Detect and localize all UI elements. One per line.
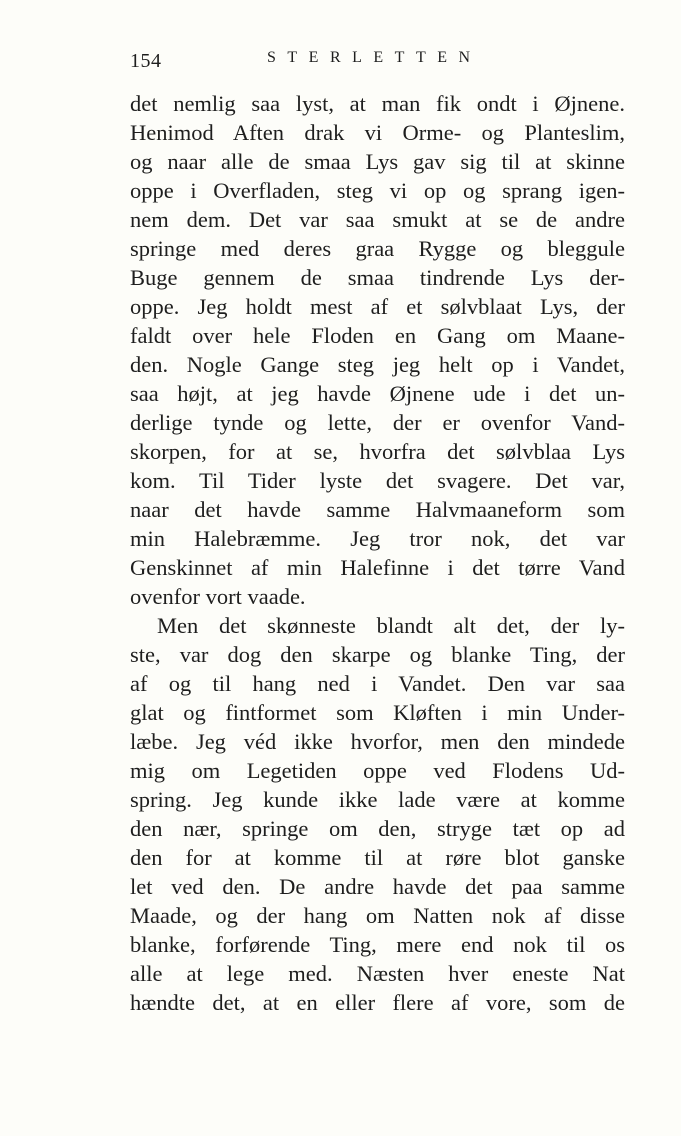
text-line: naar det havde samme Halvmaaneform som	[130, 497, 625, 522]
text-line: nem dem. Det var saa smukt at se de andre	[130, 207, 625, 232]
text-line: Genskinnet af min Halefinne i det tørre Vand	[130, 555, 625, 580]
text-line: det nemlig saa lyst, at man fik ondt i Øjnene.	[130, 91, 625, 116]
text-line: skorpen, for at se, hvorfra det sølvblaa Lys	[130, 439, 625, 464]
text-line: blanke, forførende Ting, mere end nok til os	[130, 932, 625, 957]
text-line: alle at lege med. Næsten hver eneste Nat	[130, 961, 625, 986]
text-line: Henimod Aften drak vi Orme- og Planteslim,	[130, 120, 625, 145]
text-line: kom. Til Tider lyste det svagere. Det var,	[130, 468, 625, 493]
text-line: ste, var dog den skarpe og blanke Ting, der	[130, 642, 625, 667]
page-number: 154	[130, 50, 162, 72]
text-line: spring. Jeg kunde ikke lade være at komme	[130, 787, 625, 812]
running-title: STERLETTEN	[267, 49, 482, 66]
text-line: glat og fintformet som Kløften i min Under-	[130, 700, 625, 725]
text-line: min Halebræmme. Jeg tror nok, det var	[130, 526, 625, 551]
text-line: saa højt, at jeg havde Øjnene ude i det un-	[130, 381, 625, 406]
text-line: Buge gennem de smaa tindrende Lys der-	[130, 265, 625, 290]
text-line: oppe i Overfladen, steg vi op og sprang igen-	[130, 178, 625, 203]
text-line: Maade, og der hang om Natten nok af disse	[130, 903, 625, 928]
paragraph-end-line: ovenfor vort vaade.	[130, 584, 306, 609]
text-line: den for at komme til at røre blot ganske	[130, 845, 625, 870]
text-line: den nær, springe om den, stryge tæt op ad	[130, 816, 625, 841]
text-line: af og til hang ned i Vandet. Den var saa	[130, 671, 625, 696]
page-header	[130, 46, 625, 76]
text-line: læbe. Jeg véd ikke hvorfor, men den mindede	[130, 729, 625, 754]
text-line: og naar alle de smaa Lys gav sig til at skinne	[130, 149, 625, 174]
body-text	[130, 89, 625, 1017]
text-line: mig om Legetiden oppe ved Flodens Ud-	[130, 758, 625, 783]
text-line: oppe. Jeg holdt mest af et sølvblaat Lys, der	[130, 294, 625, 319]
text-line: hændte det, at en eller flere af vore, som de	[130, 990, 625, 1015]
text-line: den. Nogle Gange steg jeg helt op i Vandet,	[130, 352, 625, 377]
text-line: faldt over hele Floden en Gang om Maane-	[130, 323, 625, 348]
text-line: let ved den. De andre havde det paa samme	[130, 874, 625, 899]
paragraph-start-line: Men det skønneste blandt alt det, der ly-	[157, 613, 625, 638]
text-line: springe med deres graa Rygge og bleggule	[130, 236, 625, 261]
text-line: derlige tynde og lette, der er ovenfor Vand-	[130, 410, 625, 435]
